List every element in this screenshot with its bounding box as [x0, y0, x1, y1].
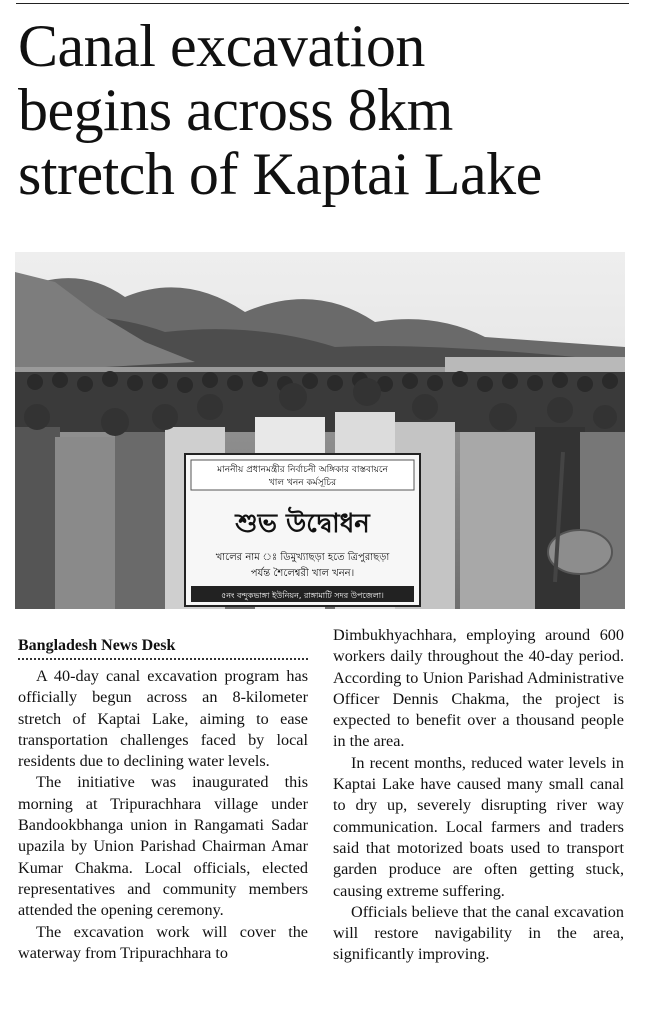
headline: [18, 14, 638, 206]
headline-line: stretch of Kaptai Lake: [18, 141, 542, 207]
headline-line: begins across 8km: [18, 77, 453, 143]
banner-line-1: মাননীয় প্রধানমন্ত্রীর নির্বাচনী অঙ্গিকার বাস্তবায়নে: [217, 465, 388, 475]
banner-title: শুভ উদ্বোধন: [235, 509, 370, 539]
paragraph-continued: Dimbukhyachhara, employing around 600 workers daily throughout the 40-day period. According to Union Parishad Administrative Officer Dennis Chakma, the project is expected to benefit over a thousand people in the area.: [333, 626, 624, 751]
news-photo: [15, 252, 625, 609]
banner-line-3: খালের নাম ঃ ডিমুখ্যাছড়া হতে ত্রিপুরাছড়া: [215, 552, 390, 563]
byline-desk: Bangladesh News Desk: [18, 636, 308, 660]
top-rule: [16, 3, 629, 4]
article-column-left: [18, 636, 308, 964]
banner-line-2: খাল খনন কর্মসূচির: [268, 478, 337, 488]
paragraph: The initiative was inaugurated this morning at Tripurachhara village under Bandookbhanga union in Rangamati Sadar upazila by Union Parishad Chairman Amar Kumar Chakma. Local officials, elected representatives and community members attended the opening ceremony.: [18, 773, 308, 920]
banner-footer: ৫নং বন্দুকভাঙ্গা ইউনিয়ন, রাঙ্গামাটি সদর উপজেলা।: [221, 591, 384, 600]
paragraph: In recent months, reduced water levels in Kaptai Lake have caused many small canal to dry up, severely disrupting river way communication. Local farmers and traders said that motorized boats used to transport garden produce are often getting stuck, causing extreme suffering.: [333, 753, 624, 900]
inauguration-banner: [185, 454, 420, 606]
paragraph: A 40-day canal excavation program has officially begun across an 8-kilometer stretch of Kaptai Lake, aiming to ease transportation challenges faced by local residents due to declining water levels.: [18, 667, 308, 771]
paragraph: The excavation work will cover the waterway from Tripurachhara to: [18, 922, 308, 962]
paragraph: Officials believe that the canal excavation will restore navigability in the area, significantly improving.: [333, 902, 624, 964]
article-column-right: [333, 625, 624, 966]
banner-line-4: পর্যন্ত শৈলেশ্বরী খাল খনন।: [250, 568, 355, 579]
headline-line: Canal excavation: [18, 13, 425, 79]
